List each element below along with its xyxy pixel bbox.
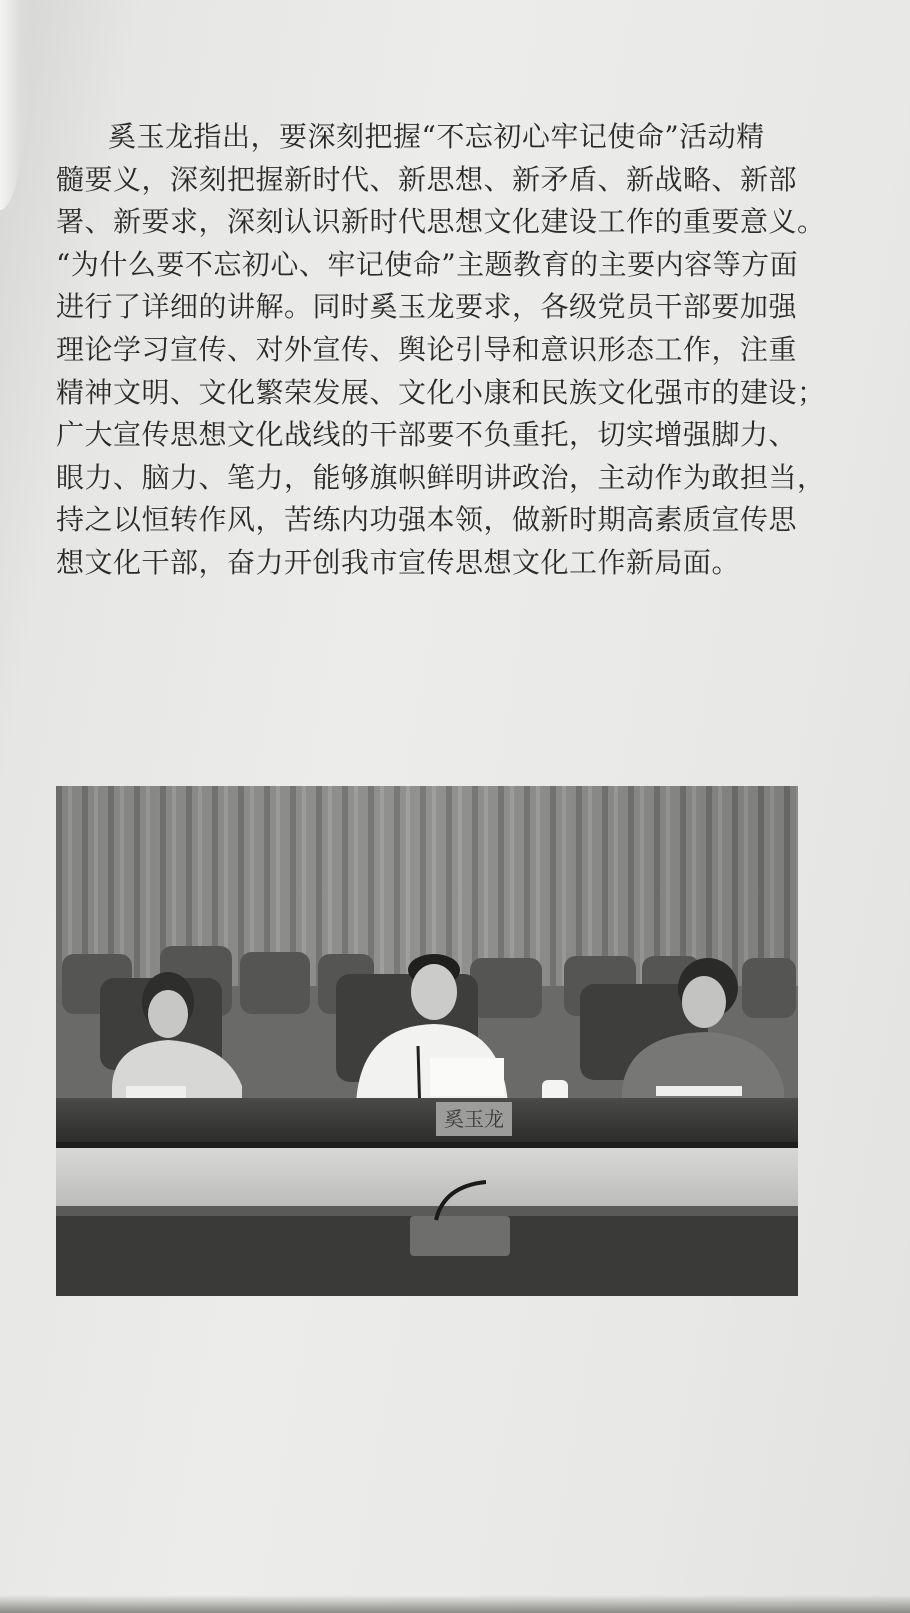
paragraph-line: 理论学习宣传、对外宣传、舆论引导和意识形态工作，注重	[56, 332, 798, 366]
paragraph-line: 广大宣传思想文化战线的干部要不负重托，切实增强脚力、	[56, 418, 798, 452]
page-bottom-shadow	[0, 1595, 910, 1613]
paragraph-line: 想文化干部，奋力开创我市宣传思想文化工作新局面。	[56, 545, 741, 579]
nameplate-text: 奚玉龙	[444, 1107, 504, 1131]
page-curl-shadow	[0, 0, 34, 210]
paragraph-line: “为什么要不忘初心、牢记使命”主题教育的主要内容等方面	[56, 247, 799, 281]
paragraph-line: 精神文明、文化繁荣发展、文化小康和民族文化强市的建设；	[56, 375, 826, 409]
paragraph-line: 眼力、脑力、笔力，能够旗帜鲜明讲政治，主动作为敢担当，	[56, 460, 826, 494]
paragraph-line: 髓要义，深刻把握新时代、新思想、新矛盾、新战略、新部	[56, 162, 798, 196]
paragraph-line: 奚玉龙指出，要深刻把握“不忘初心牢记使命”活动精	[108, 120, 765, 153]
paragraph-line: 进行了详细的讲解。同时奚玉龙要求，各级党员干部要加强	[56, 290, 798, 324]
paragraph-line: 持之以恒转作风，苦练内功强本领，做新时期高素质宣传思	[56, 503, 798, 537]
article-paragraph	[56, 116, 864, 585]
meeting-photo-illustration	[56, 786, 798, 1296]
meeting-photo	[56, 786, 798, 1296]
paragraph-line: 署、新要求，深刻认识新时代思想文化建设工作的重要意义。	[56, 205, 826, 239]
